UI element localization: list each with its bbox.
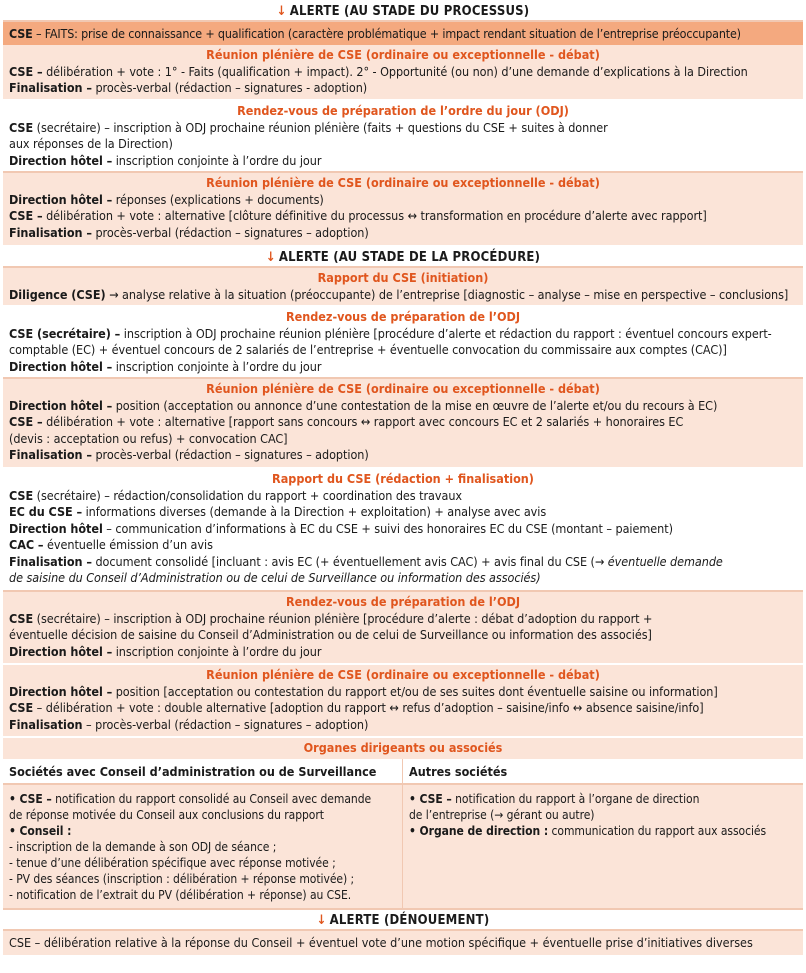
text-line: (devis : acceptation ou refus) + convocation CAC] (9, 430, 288, 446)
line-text: notification du rapport à l’organe de direction (451, 792, 700, 806)
line-text: notification du rapport consolidé au Conseil avec demande (51, 792, 372, 806)
section-title: Rapport du CSE (initiation) (317, 270, 489, 285)
org-col-other (403, 759, 803, 908)
facts-text: – FAITS: prise de connaissance + qualification (caractère problématique + impact rendant situation de l’entreprise préoccupante) (32, 26, 741, 41)
line-key: Direction hôtel (9, 520, 103, 536)
section-odj-3 (3, 592, 803, 665)
section-report-initiation (3, 268, 803, 307)
arrow-down-icon: ↓ (276, 4, 287, 19)
text-line (9, 570, 797, 587)
line-text: – communication d’informations à EC du CSE + suivi des honoraires EC du CSE (montant – paiement) (102, 520, 673, 536)
text-line (9, 225, 797, 242)
text-line (9, 414, 797, 431)
text-line (9, 717, 797, 734)
line-text: document consolidé [incluant : avis EC (+ éventuellement avis CAC) + avis final du CSE (→ (91, 553, 608, 569)
section-plenary-4 (3, 665, 803, 738)
col-body (3, 785, 402, 908)
text-line (9, 700, 797, 717)
section-plenary-3 (3, 379, 803, 469)
text-line (9, 192, 797, 209)
line-text: inscription à ODJ prochaine réunion plénière [procédure d’alerte et rédaction du rapport : éventuel concours expert- (120, 325, 772, 341)
arrow-down-icon: ↓ (316, 913, 327, 928)
text-line: éventuelle décision de saisine du Conseil d’Administration ou de celui de Surveillance ou information des associés] (9, 627, 652, 643)
section-odj-1 (3, 101, 803, 173)
section-title: Réunion plénière de CSE (ordinaire ou exceptionnelle - débat) (206, 667, 600, 682)
line-key: • CSE – (9, 792, 52, 806)
text-line: - PV des séances (inscription : délibération + réponse motivée) ; (9, 872, 355, 886)
banner-outcome (3, 910, 803, 931)
line-key: CSE – (9, 208, 43, 224)
section-title: Rendez-vous de préparation de l’ODJ (285, 309, 521, 324)
line-key: CSE (secrétaire) – (9, 325, 121, 341)
text-line (9, 120, 797, 137)
text-line: - inscription de la demande à son ODJ de séance ; (9, 840, 277, 854)
text-line: aux réponses de la Direction) (9, 136, 173, 152)
line-key: • Organe de direction : (409, 824, 549, 838)
text-line (9, 611, 797, 628)
line-key: CSE – (9, 63, 43, 79)
line-key: Finalisation – (9, 447, 92, 463)
line-text: communication du rapport aux associés (548, 824, 767, 838)
section-title: Rendez-vous de préparation de l’ODJ (285, 594, 521, 609)
banner-text: ALERTE (DÉNOUEMENT) (329, 913, 490, 928)
text-line: comptable (EC) + éventuel concours de 2 salariés de l’entreprise + éventuelle convocation du commissaire aux comptes (CAC)] (9, 342, 727, 358)
text-line (9, 504, 797, 521)
text-line (9, 287, 797, 304)
section-plenary-1 (3, 45, 803, 101)
line-text: délibération + vote : alternative [clôture définitive du processus ↔ transformation en procédure d’alerte avec rapport] (42, 208, 707, 224)
line-text: (secrétaire) – inscription à ODJ prochaine réunion plénière (faits + questions du CSE + suites à donner (33, 119, 608, 135)
section-report-drafting (3, 469, 803, 592)
line-key: Direction hôtel – (9, 397, 113, 413)
org-col-board (3, 759, 403, 908)
line-text: → analyse relative à la situation (préoccupante) de l’entreprise [diagnostic – analyse – mise en perspective – conclusions] (105, 286, 789, 302)
text-line (9, 684, 797, 701)
line-key: CAC – (9, 537, 44, 553)
facts-label: CSE (9, 26, 33, 41)
section-title: Rendez-vous de préparation de l’ordre du jour (ODJ) (237, 103, 569, 118)
line-key: CSE (9, 487, 34, 503)
col-header: Autres sociétés (403, 759, 803, 785)
text-line: de réponse motivée du Conseil aux conclusions du rapport (9, 808, 324, 822)
col-body (403, 785, 803, 908)
text-line (9, 80, 797, 97)
text-line: - tenue d’une délibération spécifique avec réponse motivée ; (9, 856, 336, 870)
line-text: (secrétaire) – inscription à ODJ prochaine réunion plénière [procédure d’alerte : débat d’adoption du rapport + (33, 610, 653, 626)
line-text: procès-verbal (rédaction – signatures – adoption) (91, 447, 369, 463)
col-header: Sociétés avec Conseil d’administration ou de Surveillance (3, 759, 402, 785)
text-line (9, 537, 797, 554)
org-title: Organes dirigeants ou associés (3, 738, 803, 759)
text-line: de l’entreprise (→ gérant ou autre) (409, 808, 595, 822)
line-key: Direction hôtel – (9, 152, 113, 168)
line-text: – délibération + vote : double alternative [adoption du rapport ↔ refus d’adoption – saisine/info ↔ absence saisine/info] (33, 700, 704, 716)
line-key: Diligence (CSE) (9, 286, 106, 302)
section-title: Réunion plénière de CSE (ordinaire ou exceptionnelle - débat) (206, 47, 600, 62)
line-text: position [acceptation ou contestation du rapport et/ou de ses suites dont éventuelle saisine ou information] (112, 683, 718, 699)
line-text: procès-verbal (rédaction – signatures – adoption) (91, 224, 369, 240)
final-row: CSE – délibération relative à la réponse du Conseil + éventuel vote d’une motion spécifique + éventuelle prise d’initiatives diverses (3, 931, 803, 955)
section-plenary-2 (3, 173, 803, 247)
section-title: Réunion plénière de CSE (ordinaire ou exceptionnelle - débat) (206, 175, 600, 190)
line-text: délibération + vote : 1° - Faits (qualification + impact). 2° - Opportunité (ou non) d’une demande d’explications à la Direction (42, 63, 748, 79)
line-text: position (acceptation ou annonce d’une contestation de la mise en œuvre de l’alerte et/ou du recours à EC) (112, 397, 718, 413)
line-text: (secrétaire) – rédaction/consolidation du rapport + coordination des travaux (33, 487, 463, 503)
text-line (9, 644, 797, 661)
banner-process (3, 1, 803, 22)
line-text: réponses (explications + documents) (112, 191, 324, 207)
line-key: Direction hôtel – (9, 358, 113, 374)
line-text: éventuelle émission d’un avis (43, 537, 213, 553)
text-line (9, 326, 797, 343)
org-columns (3, 759, 803, 910)
text-line (9, 554, 797, 571)
line-key: CSE (9, 700, 34, 716)
text-line (409, 823, 797, 839)
text-line (9, 153, 797, 170)
line-key: CSE (9, 119, 34, 135)
line-key: Direction hôtel – (9, 683, 113, 699)
text-line (9, 791, 396, 807)
line-key: Finalisation – (9, 553, 92, 569)
facts-header (3, 22, 803, 45)
text-line (9, 447, 797, 464)
line-key: Direction hôtel – (9, 643, 113, 659)
text-line: - notification de l’extrait du PV (délibération + réponse) au CSE. (9, 888, 352, 902)
text-line (9, 488, 797, 505)
banner-text: ALERTE (AU STADE DE LA PROCÉDURE) (278, 250, 541, 265)
line-text: délibération + vote : alternative [rapport sans concours ↔ rapport avec concours EC et 2 salariés + honoraires EC (42, 414, 684, 430)
text-line (9, 398, 797, 415)
arrow-down-icon: ↓ (265, 250, 276, 265)
line-key: CSE – (9, 414, 43, 430)
line-key: Finalisation (9, 716, 83, 732)
text-line (9, 521, 797, 538)
section-title: Rapport du CSE (rédaction + finalisation) (272, 471, 534, 486)
line-text: inscription conjointe à l’ordre du jour (112, 643, 322, 659)
line-key: Finalisation – (9, 80, 92, 96)
text-line (9, 359, 797, 376)
line-text: – procès-verbal (rédaction – signatures – adoption) (82, 716, 369, 732)
section-title: Réunion plénière de CSE (ordinaire ou exceptionnelle - débat) (206, 381, 600, 396)
line-text: inscription conjointe à l’ordre du jour (112, 358, 322, 374)
banner-text: ALERTE (AU STADE DU PROCESSUS) (289, 4, 530, 19)
line-text: inscription conjointe à l’ordre du jour (112, 152, 322, 168)
line-text: informations diverses (demande à la Direction + exploitation) + analyse avec avis (82, 504, 547, 520)
text-line (9, 64, 797, 81)
section-odj-2 (3, 307, 803, 379)
line-key: EC du CSE – (9, 504, 83, 520)
line-key: • CSE – (409, 792, 452, 806)
line-key: • Conseil : (9, 824, 72, 838)
line-key: Direction hôtel – (9, 191, 113, 207)
line-italic: de saisine du Conseil d’Administration ou de celui de Surveillance ou information des associés) (9, 570, 541, 586)
line-italic: éventuelle demande (607, 553, 723, 569)
line-key: Finalisation – (9, 224, 92, 240)
text-line (409, 791, 797, 807)
text-line (9, 823, 396, 839)
line-text: procès-verbal (rédaction – signatures - adoption) (91, 80, 368, 96)
text-line (9, 208, 797, 225)
line-key: CSE (9, 610, 34, 626)
banner-procedure (3, 247, 803, 268)
